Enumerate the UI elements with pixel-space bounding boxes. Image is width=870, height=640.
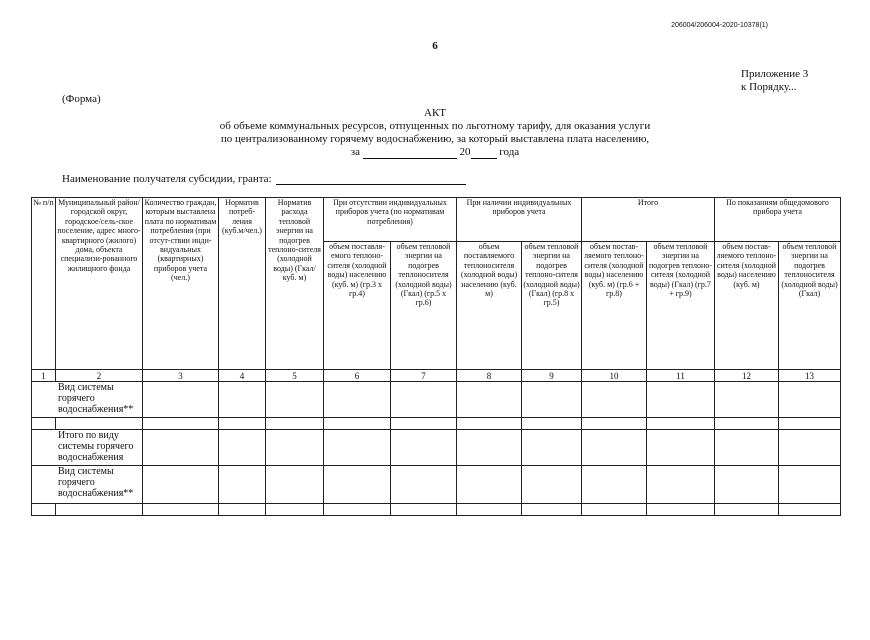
table-cell[interactable] xyxy=(56,418,143,430)
table-cell[interactable] xyxy=(266,504,324,516)
table-cell[interactable] xyxy=(219,382,266,418)
table-cell[interactable] xyxy=(779,418,841,430)
table-cell[interactable] xyxy=(582,418,647,430)
table-cell[interactable] xyxy=(457,430,522,466)
appendix-line-2: к Порядку... xyxy=(741,81,797,93)
table-cell[interactable] xyxy=(143,466,219,504)
table-cell[interactable] xyxy=(32,418,56,430)
header-citizens: Количество граждан, которым выставлена плата по нормативам потребления (при отсут-ствии инди-видуальных (квартирных) приборов учета (чел.) xyxy=(143,198,219,370)
table-cell[interactable] xyxy=(522,466,582,504)
form-label: (Форма) xyxy=(62,93,101,105)
column-number: 2 xyxy=(56,370,143,382)
table-cell[interactable] xyxy=(715,382,779,418)
table-cell[interactable] xyxy=(522,418,582,430)
column-number: 7 xyxy=(391,370,457,382)
header-col-7: объем тепловой энергии на подогрев теплоносителя (холодной воды) (Гкал) (гр.5 х гр.6) xyxy=(391,242,457,370)
table-cell[interactable] xyxy=(715,418,779,430)
column-number: 1 xyxy=(32,370,56,382)
recipient-label: Наименование получателя субсидии, гранта: xyxy=(62,173,272,185)
table-cell[interactable] xyxy=(219,466,266,504)
act-table xyxy=(31,197,841,516)
year-blank-field[interactable] xyxy=(471,148,497,159)
column-number: 8 xyxy=(457,370,522,382)
table-cell[interactable] xyxy=(266,430,324,466)
table-cell[interactable] xyxy=(715,466,779,504)
period-prefix: за xyxy=(350,146,361,158)
column-number: 6 xyxy=(324,370,391,382)
header-group-with-meters: При наличии индивидуальных приборов учета xyxy=(457,198,582,242)
table-cell[interactable] xyxy=(715,430,779,466)
header-row-number: № п/п xyxy=(32,198,56,370)
table-cell[interactable] xyxy=(391,466,457,504)
table-cell[interactable] xyxy=(582,504,647,516)
table-cell[interactable] xyxy=(143,430,219,466)
table-cell[interactable] xyxy=(143,382,219,418)
recipient-blank-field[interactable] xyxy=(276,173,466,185)
table-cell[interactable] xyxy=(391,430,457,466)
column-number-row xyxy=(32,370,841,382)
table-cell[interactable] xyxy=(266,382,324,418)
table-cell[interactable] xyxy=(582,430,647,466)
header-group-common-meter: По показаниям общедомового прибора учета xyxy=(715,198,841,242)
table-cell[interactable] xyxy=(324,382,391,418)
table-cell[interactable] xyxy=(56,504,143,516)
column-number: 5 xyxy=(266,370,324,382)
table-cell[interactable] xyxy=(522,504,582,516)
table-cell[interactable] xyxy=(266,418,324,430)
table-cell[interactable] xyxy=(715,504,779,516)
header-norm-heat: Норматив расхода тепловой энергии на подогрев теплоно-сителя (холодной воды) (Гкал/куб. м) xyxy=(266,198,324,370)
table-cell[interactable] xyxy=(779,382,841,418)
column-number: 4 xyxy=(219,370,266,382)
column-number: 12 xyxy=(715,370,779,382)
column-number: 3 xyxy=(143,370,219,382)
appendix-reference xyxy=(741,68,808,94)
title-act: АКТ xyxy=(424,107,446,119)
table-cell[interactable] xyxy=(391,504,457,516)
recipient-line xyxy=(62,173,466,185)
table-cell[interactable] xyxy=(647,418,715,430)
table-cell[interactable] xyxy=(582,382,647,418)
header-col-8: объем поставляемого теплоносителя (холодной воды) населению (куб. м) xyxy=(457,242,522,370)
header-group-total: Итого xyxy=(582,198,715,242)
table-cell[interactable] xyxy=(32,504,56,516)
table-row-system-1 xyxy=(32,382,841,418)
table-cell[interactable] xyxy=(391,418,457,430)
table-cell[interactable] xyxy=(522,430,582,466)
period-year: 20 xyxy=(459,146,471,158)
table-cell[interactable] xyxy=(324,418,391,430)
table-cell[interactable] xyxy=(779,504,841,516)
table-cell[interactable] xyxy=(779,466,841,504)
column-number: 13 xyxy=(779,370,841,382)
table-cell[interactable] xyxy=(647,466,715,504)
header-col-11: объем тепловой энергии на подогрев теплоно-сителя (холодной воды) (Гкал) (гр.7 + гр.9) xyxy=(647,242,715,370)
row-label-system-2: Вид системы горячего водоснабжения** xyxy=(32,466,143,504)
table-cell[interactable] xyxy=(779,430,841,466)
appendix-line-1: Приложение 3 xyxy=(741,68,809,80)
table-cell[interactable] xyxy=(391,382,457,418)
table-cell[interactable] xyxy=(582,466,647,504)
header-col-10: объем постав-ляемого теплоно-сителя (холодной воды) населению (куб. м) (гр.6 + гр.8) xyxy=(582,242,647,370)
table-cell[interactable] xyxy=(219,430,266,466)
table-cell[interactable] xyxy=(143,418,219,430)
page-number: 6 xyxy=(432,40,438,52)
table-row-blank xyxy=(32,504,841,516)
column-number: 10 xyxy=(582,370,647,382)
column-number: 11 xyxy=(647,370,715,382)
table-cell[interactable] xyxy=(219,504,266,516)
table-cell[interactable] xyxy=(219,418,266,430)
table-cell[interactable] xyxy=(457,504,522,516)
title-period xyxy=(0,146,870,159)
row-label-total: Итого по виду системы горячего водоснабжения xyxy=(32,430,143,466)
table-row-total xyxy=(32,430,841,466)
table-cell[interactable] xyxy=(647,430,715,466)
period-suffix: года xyxy=(499,146,520,158)
table-cell[interactable] xyxy=(266,466,324,504)
table-cell[interactable] xyxy=(324,504,391,516)
table-cell[interactable] xyxy=(522,382,582,418)
table-cell[interactable] xyxy=(324,466,391,504)
document-id: 206004/206004-2020-10378(1) xyxy=(671,22,768,29)
header-col-6: объем поставля-емого теплоно-сителя (холодной воды) населению (куб. м) (гр.3 х гр.4) xyxy=(324,242,391,370)
table-cell[interactable] xyxy=(647,382,715,418)
table-cell[interactable] xyxy=(647,504,715,516)
table-row-system-2 xyxy=(32,466,841,504)
table-cell[interactable] xyxy=(457,382,522,418)
header-municipal: Муниципальный район/городской округ, городское/сель-ское поселение, адрес много-квартирного (жилого) дома, объекта специализи-рованного жилищного фонда xyxy=(56,198,143,370)
table-cell[interactable] xyxy=(324,430,391,466)
table-cell[interactable] xyxy=(143,504,219,516)
header-group-no-meters: При отсутствии индивидуальных приборов учета (по нормативам потребления) xyxy=(324,198,457,242)
title-line-2: об объеме коммунальных ресурсов, отпущенных по льготному тарифу, для оказания услуги xyxy=(219,120,651,132)
document-title xyxy=(0,107,870,159)
header-col-12: объем постав-ляемого теплоно-сителя (холодной воды) населению (куб. м) xyxy=(715,242,779,370)
column-number: 9 xyxy=(522,370,582,382)
title-line-3: по централизованному горячему водоснабжению, за который выставлена плата населению, xyxy=(220,133,650,145)
header-norm-consumption: Норматив потреб-ления (куб.м/чел.) xyxy=(219,198,266,370)
header-col-9: объем тепловой энергии на подогрев теплоно-сителя (холодной воды) (Гкал) (гр.8 х гр.5) xyxy=(522,242,582,370)
period-blank-field[interactable] xyxy=(363,148,457,159)
table-cell[interactable] xyxy=(457,466,522,504)
table-row-blank xyxy=(32,418,841,430)
table-cell[interactable] xyxy=(457,418,522,430)
header-col-13: объем тепловой энергии на подогрев теплоносителя (холодной воды) (Гкал) xyxy=(779,242,841,370)
row-label-system-1: Вид системы горячего водоснабжения** xyxy=(32,382,143,418)
